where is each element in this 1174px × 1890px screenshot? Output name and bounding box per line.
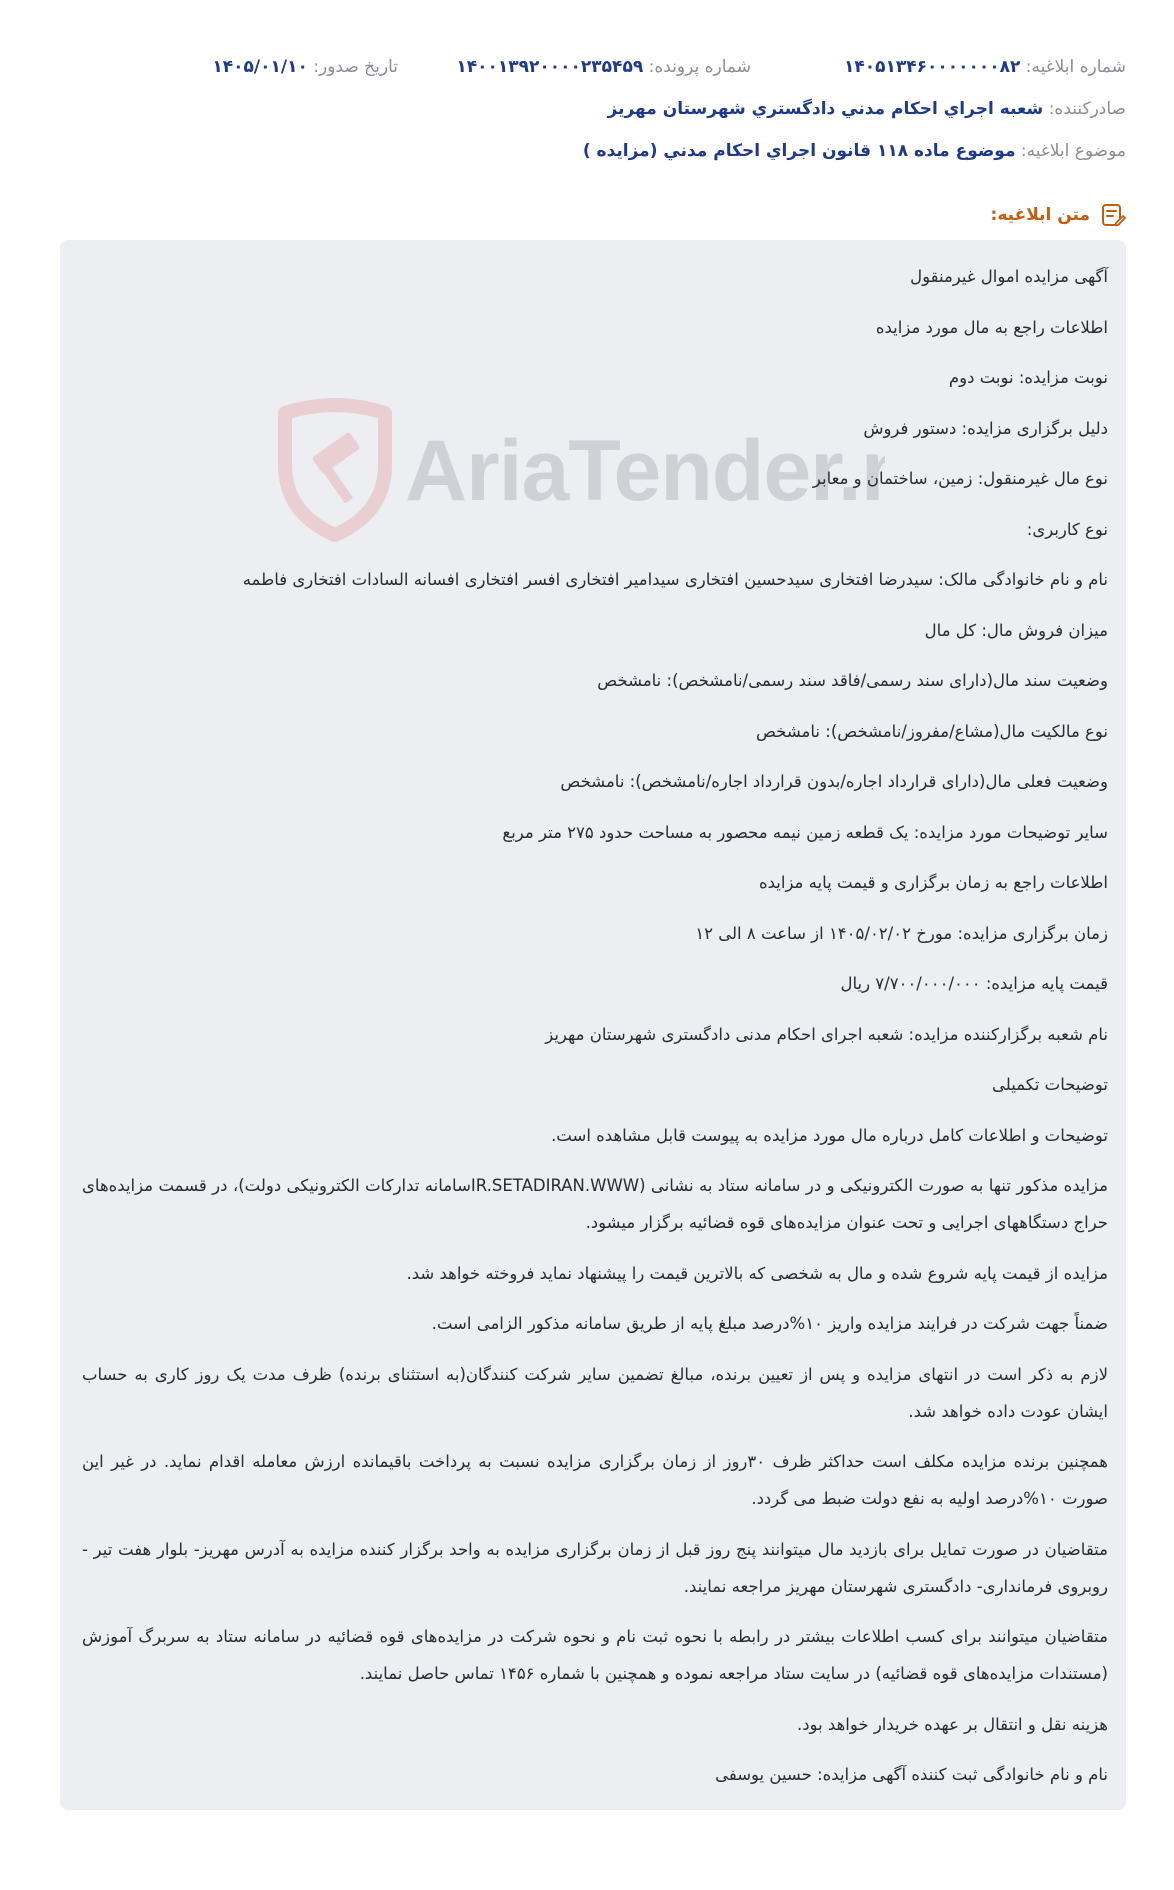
case-number-value: ۱۴۰۰۱۳۹۲۰۰۰۰۲۳۵۴۵۹ — [456, 57, 644, 77]
issue-date-label: تاریخ صدور: — [313, 57, 398, 77]
notice-paragraph: وضعیت فعلی مال(دارای قرارداد اجاره/بدون قرارداد اجاره/نامشخص): نامشخص — [560, 772, 1108, 791]
notice-text-heading-label: متن ابلاغیه: — [990, 205, 1090, 225]
subject-label: موضوع ابلاغیه: — [1020, 141, 1126, 161]
issue-date — [212, 52, 398, 82]
case-number-label: شماره پرونده: — [648, 57, 751, 77]
notice-paragraph: مزایده مذکور تنها به صورت الکترونیکی و در سامانه ستاد به نشانی (IR.SETADIRAN.WWWسامانه تدارکات الکترونیکی دولت)، در قسمت مزایده‌های حراج دستگاههای اجرایی و تحت عنوان مزایده‌های قوه قضائیه برگزار میشود. — [82, 1176, 1108, 1232]
notice-number — [844, 52, 1126, 82]
notice-body — [60, 240, 1126, 1793]
notice-paragraph: لازم به ذکر است در انتهای مزایده و پس از تعیین برنده، مبالغ تضمین سایر شرکت کنندگان(به استثنای برنده) ظرف مدت یک روز کاری به حساب ایشان عودت داده خواهد شد. — [82, 1364, 1108, 1421]
notice-paragraph: نوبت مزایده: نوبت دوم — [948, 368, 1108, 387]
notice-paragraph: ضمناً جهت شرکت در فرایند مزایده واریز ۱۰%درصد مبلغ پایه از طریق سامانه مذکور الزامی است. — [431, 1314, 1108, 1333]
notice-number-label: شماره ابلاغیه: — [1025, 57, 1126, 77]
notice-paragraph: زمان برگزاری مزایده: مورخ ۱۴۰۵/۰۲/۰۲ از ساعت ۸ الی ۱۲ — [695, 923, 1108, 943]
notice-paragraph: آگهی مزایده اموال غیرمنقول — [910, 267, 1108, 286]
issue-date-value: ۱۴۰۵/۰۱/۱۰ — [212, 57, 308, 77]
issuer-label: صادرکننده: — [1048, 99, 1126, 119]
notice-paragraph: نام و نام خانوادگی مالک: سیدرضا افتخاری سیدحسین افتخاری سیدامیر افتخاری افسر افتخاری افسانه السادات افتخاری فاطمه — [242, 570, 1108, 589]
issuer — [48, 94, 1126, 136]
notice-text-heading — [991, 200, 1126, 230]
notice-paragraph: اطلاعات راجع به مال مورد مزایده — [875, 317, 1108, 337]
notice-paragraph: همچنین برنده مزایده مکلف است حداکثر ظرف ۳۰روز از زمان برگزاری مزایده نسبت به پرداخت باقیمانده ارزش معامله اقدام نماید. در غیر این صورت ۱۰%درصد اولیه به نفع دولت ضبط می گردد. — [82, 1452, 1108, 1508]
notice-paragraph: نوع کاربری: — [1026, 519, 1108, 539]
case-number — [456, 52, 751, 82]
notice-paragraph: اطلاعات راجع به زمان برگزاری و قیمت پایه مزایده — [758, 873, 1108, 892]
notice-text-box — [60, 240, 1126, 1810]
notice-header — [48, 52, 1126, 178]
watermark-text: AriaTender. — [405, 423, 861, 519]
notice-paragraph: سایر توضیحات مورد مزایده: یک قطعه زمین نیمه محصور به مساحت حدود ۲۷۵ متر مربع — [502, 822, 1108, 842]
notice-paragraph: هزینه نقل و انتقال بر عهده خریدار خواهد بود. — [796, 1714, 1108, 1734]
notice-paragraph: متقاضیان میتوانند برای کسب اطلاعات بیشتر در رابطه با نحوه ثبت نام و نحوه شرکت در مزایده‌های قوه قضائیه در سامانه ستاد به سربرگ آموزش (مستندات مزایده‌های قوه قضائیه) در سایت ستاد مراجعه نموده و همچنین با شماره ۱۴۵۶ تماس حاصل نمایند. — [82, 1627, 1108, 1683]
notice-paragraph: نام شعبه برگزارکننده مزایده: شعبه اجرای احکام مدنی دادگستری شهرستان مهریز — [545, 1024, 1108, 1044]
notice-paragraph: نوع مال غیرمنقول: زمین، ساختمان و معابر — [812, 469, 1108, 488]
subject-value: موضوع ماده ۱۱۸ قانون اجراي احكام مدني (مزايده ) — [582, 141, 1016, 161]
document-edit-icon — [1100, 202, 1126, 228]
notice-paragraph: مزایده از قیمت پایه شروع شده و مال به شخصی که بالاترین قیمت را پیشنهاد نماید فروخته خواهد شد. — [406, 1263, 1108, 1283]
notice-paragraph: نام و نام خانوادگی ثبت کننده آگهی مزایده: حسین یوسفی — [715, 1765, 1108, 1784]
notice-paragraph: میزان فروش مال: کل مال — [924, 620, 1108, 640]
notice-subject — [48, 136, 1126, 178]
notice-paragraph: قیمت پایه مزایده: ۷/۷۰۰/۰۰۰/۰۰۰ ریال — [840, 974, 1108, 993]
notice-paragraph: توضیحات تکمیلی — [992, 1075, 1108, 1094]
header-row-numbers — [48, 52, 1126, 94]
notice-paragraph: وضعیت سند مال(دارای سند رسمی/فاقد سند رسمی/نامشخص): نامشخص — [597, 671, 1108, 690]
issuer-value: شعبه اجراي احكام مدني دادگستري شهرستان مهريز — [607, 99, 1044, 119]
notice-paragraph: دلیل برگزاری مزایده: دستور فروش — [863, 418, 1108, 438]
notice-paragraph: نوع مالکیت مال(مشاع/مفروز/نامشخص): نامشخص — [755, 721, 1108, 741]
notice-paragraph: توضیحات و اطلاعات کامل درباره مال مورد مزایده به پیوست قابل مشاهده است. — [551, 1125, 1108, 1145]
notice-number-value: ۱۴۰۵۱۳۴۶۰۰۰۰۰۰۰۸۲ — [843, 57, 1021, 77]
notice-paragraph: متقاضیان در صورت تمایل برای بازدید مال میتوانند پنج روز قبل از زمان برگزاری مزایده به واحد برگزار کننده مزایده به آدرس مهریز- بلوار هفت تیر - روبروی فرمانداری- دادگستری شهرستان مهریز مراجعه نمایند. — [82, 1539, 1108, 1596]
